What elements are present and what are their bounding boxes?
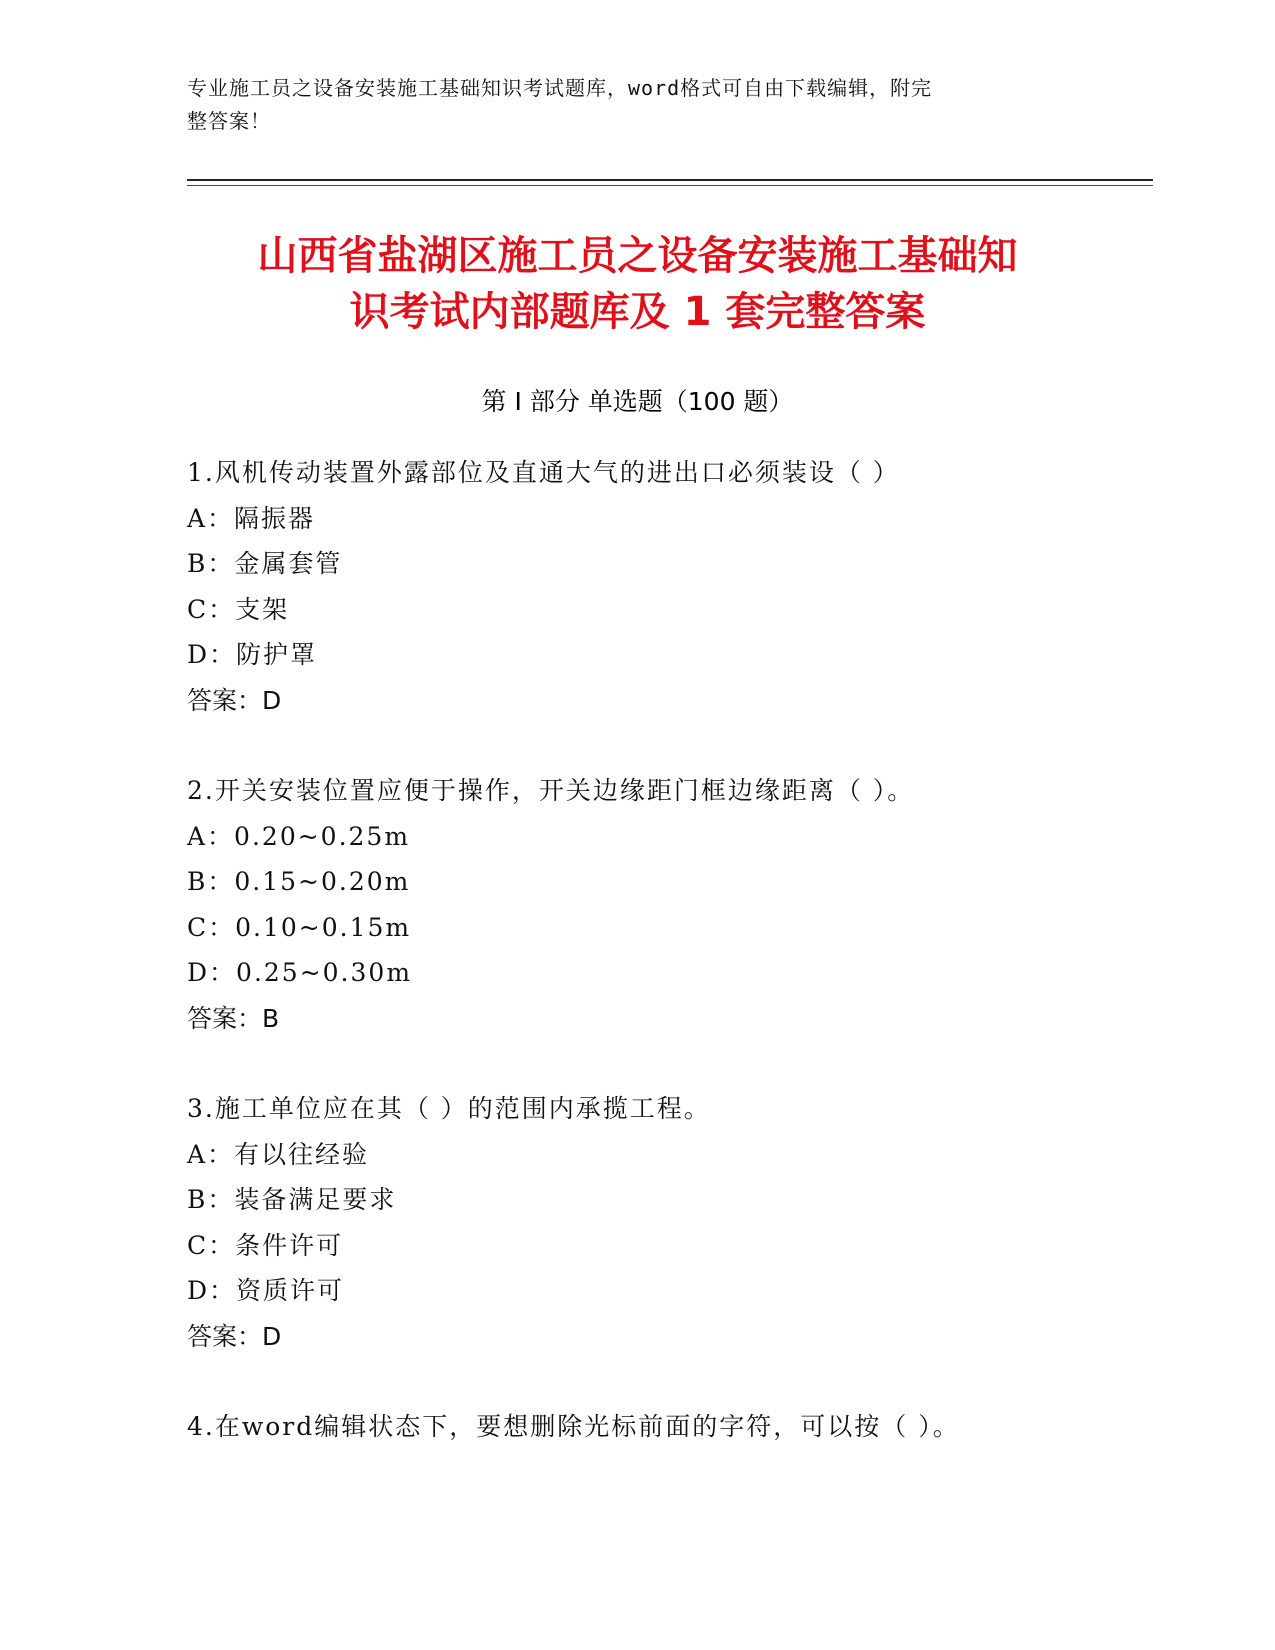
option-a: A：隔振器 — [187, 503, 316, 533]
option-b: B：0.15~0.20m — [187, 867, 411, 896]
header-note-line-2: 整答案！ — [187, 109, 271, 133]
header-divider-thick — [187, 179, 1153, 181]
question-block — [187, 450, 1187, 723]
question-stem: 3.施工单位应在其（ ）的范围内承揽工程。 — [187, 1094, 711, 1123]
option-b: B：装备满足要求 — [187, 1185, 397, 1214]
option-c: C：0.10~0.15m — [187, 912, 412, 942]
header-note — [187, 72, 1067, 138]
answer-line: 答案：B — [187, 1003, 280, 1033]
question-block — [187, 1404, 1187, 1450]
document-title-line-1: 山西省盐湖区施工员之设备安装施工基础知 — [257, 233, 1018, 279]
answer-line: 答案：D — [187, 685, 282, 715]
question-block — [187, 768, 1187, 1041]
option-a: A：0.20~0.25m — [187, 821, 411, 851]
header-note-line-1: 专业施工员之设备安装施工基础知识考试题库，word格式可自由下载编辑，附完 — [187, 76, 933, 100]
question-block — [187, 1086, 1187, 1359]
option-c: C：条件许可 — [187, 1230, 344, 1260]
option-d: D：防护罩 — [187, 640, 318, 669]
document-title — [160, 228, 1115, 340]
option-c: C：支架 — [187, 594, 290, 624]
option-d: D：资质许可 — [187, 1276, 345, 1305]
question-stem: 1.风机传动装置外露部位及直通大气的进出口必须装设（ ） — [187, 458, 900, 487]
answer-line: 答案：D — [187, 1321, 282, 1351]
question-stem: 4.在word编辑状态下，要想删除光标前面的字符，可以按（ ）。 — [187, 1412, 960, 1441]
document-title-line-2: 识考试内部题库及 1 套完整答案 — [349, 289, 926, 335]
option-a: A：有以往经验 — [187, 1139, 370, 1169]
option-d: D：0.25~0.30m — [187, 958, 413, 987]
question-stem: 2.开关安装位置应便于操作，开关边缘距门框边缘距离（ ）。 — [187, 776, 915, 805]
option-b: B：金属套管 — [187, 549, 343, 578]
section-heading: 第 I 部分 单选题（100 题） — [481, 387, 794, 416]
header-divider-thin — [187, 185, 1153, 186]
